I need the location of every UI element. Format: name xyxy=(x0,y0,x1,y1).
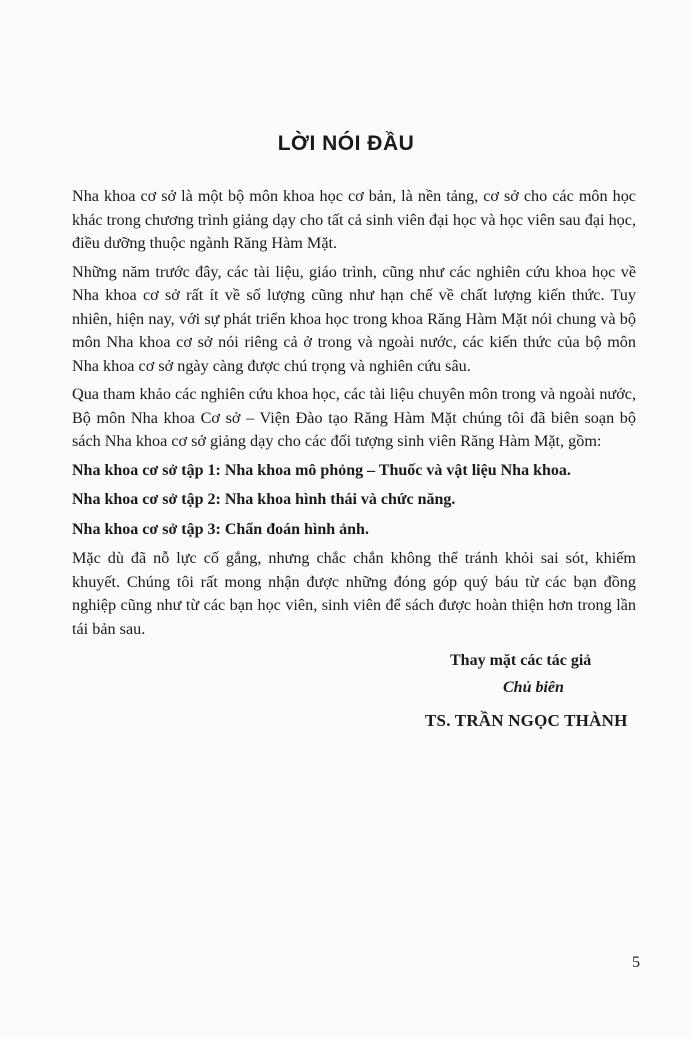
signature-name: TS. TRẦN NGỌC THÀNH xyxy=(425,711,628,730)
volume-2: Nha khoa cơ sở tập 2: Nha khoa hình thái và chức năng. xyxy=(72,491,456,508)
signature-line-2: Chủ biên xyxy=(503,679,564,696)
page-number: 5 xyxy=(632,954,640,971)
paragraph-1: Nha khoa cơ sở là một bộ môn khoa học cơ bản, là nền tảng, cơ sở cho các môn học khác trong chương trình giảng dạy cho tất cả sinh viên đại học và học viên sau đại học, điều dưỡng thuộc ngành Răng Hàm Mặt. xyxy=(72,187,636,252)
signature-line-1: Thay mặt các tác giả xyxy=(450,652,592,669)
volume-3: Nha khoa cơ sở tập 3: Chẩn đoán hình ảnh. xyxy=(72,520,369,538)
closing-paragraph: Mặc dù đã nỗ lực cố gắng, nhưng chắc chắn không thể tránh khỏi sai sót, khiếm khuyết. Chúng tôi rất mong nhận được những đóng góp quý báu từ các bạn đồng nghiệp cũng như từ các bạn học viên, sinh viên để sách được hoàn thiện hơn trong lần tái bản sau. xyxy=(72,549,636,638)
body-text xyxy=(72,185,636,646)
paragraph-3: Qua tham khảo các nghiên cứu khoa học, các tài liệu chuyên môn trong và ngoài nước, Bộ môn Nha khoa Cơ sở – Viện Đào tạo Răng Hàm Mặt chúng tôi đã biên soạn bộ sách Nha khoa cơ sở giảng dạy cho các đối tượng sinh viên Răng Hàm Mặt, gồm: xyxy=(72,385,636,450)
volume-1: Nha khoa cơ sở tập 1: Nha khoa mô phỏng – Thuốc và vật liệu Nha khoa. xyxy=(72,461,571,479)
paragraph-2: Những năm trước đây, các tài liệu, giáo trình, cũng như các nghiên cứu khoa học về Nha khoa cơ sở rất ít về số lượng cũng như hạn chế về chất lượng kiến thức. Tuy nhiên, hiện nay, với sự phát triển khoa học trong khoa Răng Hàm Mặt nói chung và bộ môn Nha khoa cơ sở nói riêng cả ở trong và ngoài nước, các kiến thức của bộ môn Nha khoa cơ sở ngày càng được chú trọng và nghiên cứu sâu. xyxy=(72,262,636,375)
page-title: LỜI NÓI ĐẦU xyxy=(277,132,415,155)
